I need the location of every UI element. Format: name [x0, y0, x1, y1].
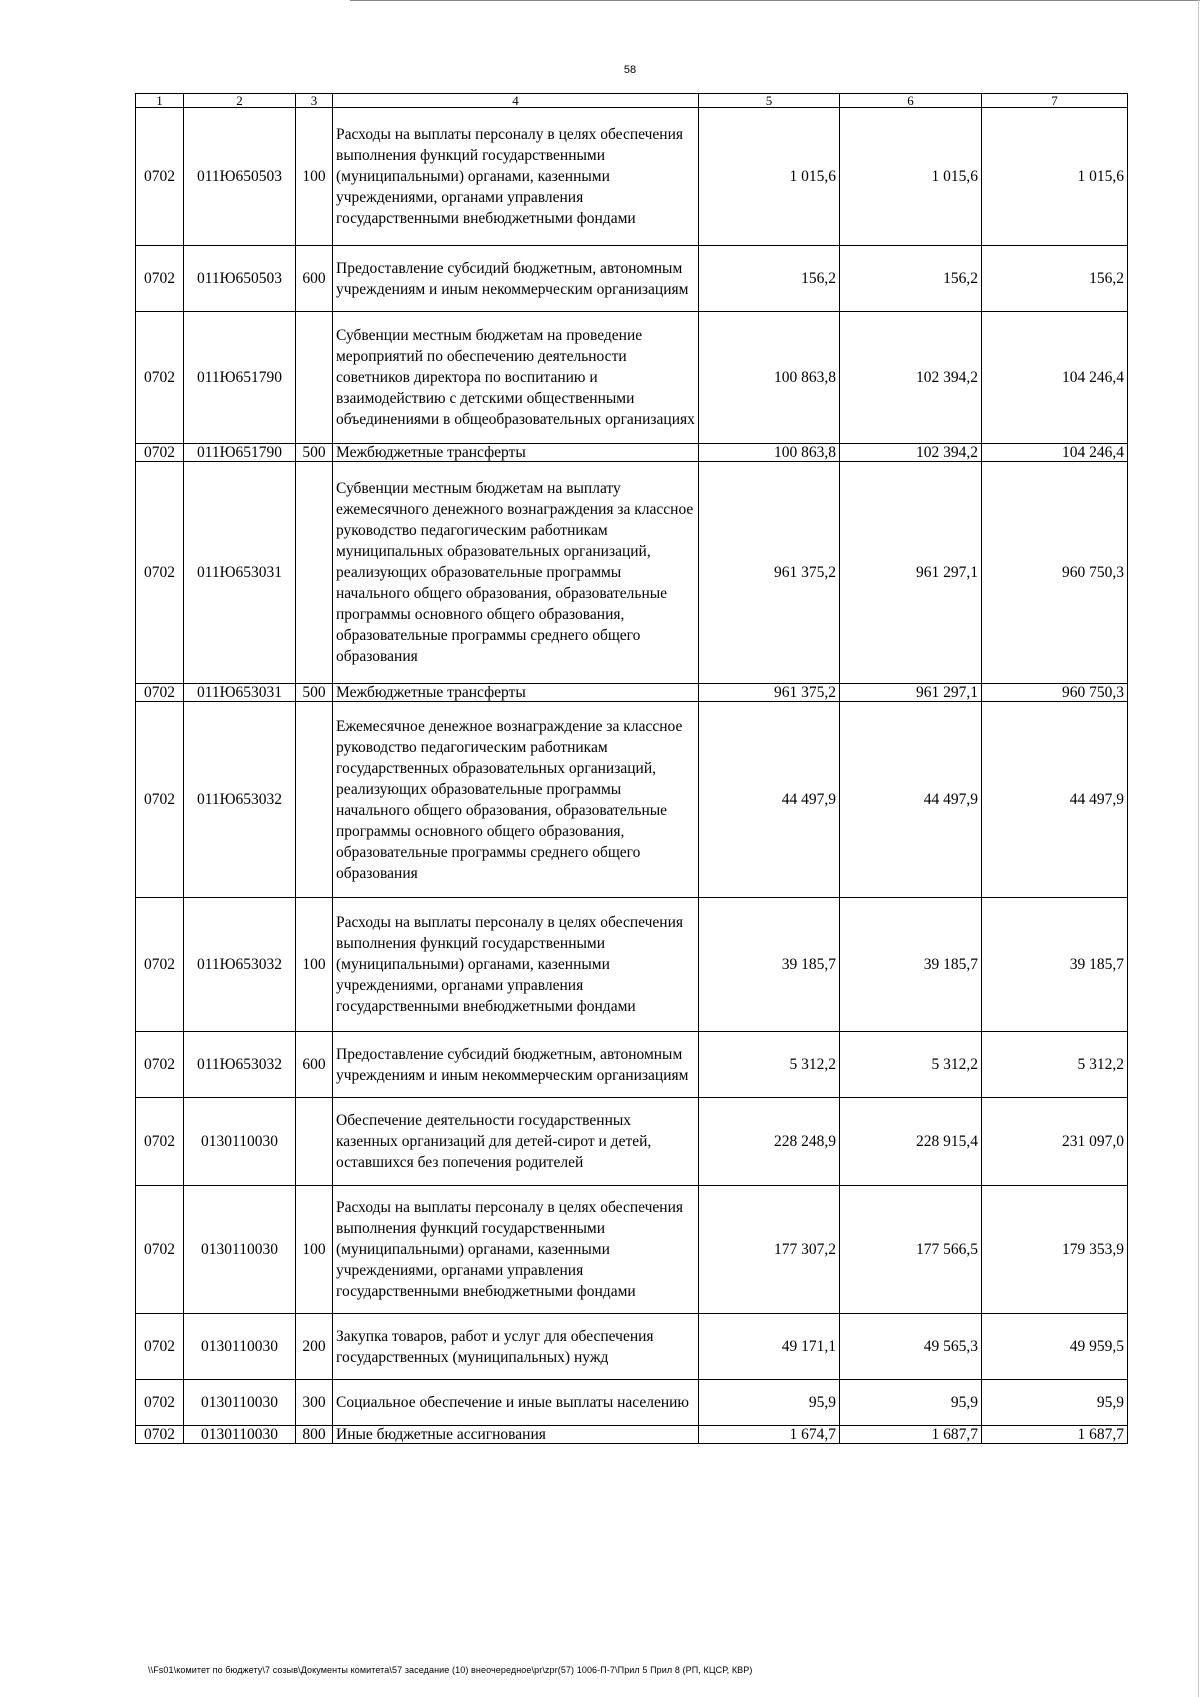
cell-csr: 0130110030 [184, 1098, 296, 1186]
cell-csr: 0130110030 [184, 1186, 296, 1314]
cell-value-7: 231 097,0 [982, 1098, 1128, 1186]
cell-section: 0702 [136, 1314, 184, 1380]
cell-csr: 011Ю650503 [184, 246, 296, 312]
cell-kvr: 500 [296, 444, 333, 462]
cell-value-7: 95,9 [982, 1380, 1128, 1426]
header-row [136, 94, 1128, 108]
col-header-year3: 7 [982, 94, 1128, 108]
cell-value-6: 156,2 [840, 246, 982, 312]
cell-kvr: 300 [296, 1380, 333, 1426]
cell-value-7: 44 497,9 [982, 702, 1128, 898]
cell-csr: 011Ю650503 [184, 108, 296, 246]
cell-kvr: 100 [296, 1186, 333, 1314]
col-header-name: 4 [333, 94, 699, 108]
cell-value-7: 104 246,4 [982, 312, 1128, 444]
table-row [136, 1098, 1128, 1186]
table-row [136, 1426, 1128, 1444]
cell-value-6: 5 312,2 [840, 1032, 982, 1098]
table-row [136, 462, 1128, 684]
table-row [136, 444, 1128, 462]
budget-table [135, 93, 1128, 1444]
cell-value-5: 100 863,8 [699, 312, 840, 444]
col-header-kvr: 3 [296, 94, 333, 108]
cell-name: Расходы на выплаты персоналу в целях обеспечения выполнения функций государственными (муниципальными) органами, казенными учреждениями, органами управления государственными внебюджетными фондами [333, 1186, 699, 1314]
table-row [136, 1032, 1128, 1098]
cell-kvr [296, 462, 333, 684]
cell-value-5: 100 863,8 [699, 444, 840, 462]
cell-section: 0702 [136, 1380, 184, 1426]
cell-csr: 011Ю653032 [184, 702, 296, 898]
col-header-year2: 6 [840, 94, 982, 108]
cell-value-7: 1 687,7 [982, 1426, 1128, 1444]
cell-value-5: 95,9 [699, 1380, 840, 1426]
cell-value-5: 49 171,1 [699, 1314, 840, 1380]
cell-value-6: 961 297,1 [840, 462, 982, 684]
cell-name: Расходы на выплаты персоналу в целях обеспечения выполнения функций государственными (муниципальными) органами, казенными учреждениями, органами управления государственными внебюджетными фондами [333, 898, 699, 1032]
cell-value-6: 102 394,2 [840, 444, 982, 462]
cell-value-6: 1 687,7 [840, 1426, 982, 1444]
cell-section: 0702 [136, 108, 184, 246]
cell-value-6: 95,9 [840, 1380, 982, 1426]
cell-kvr: 200 [296, 1314, 333, 1380]
cell-value-6: 102 394,2 [840, 312, 982, 444]
cell-kvr: 600 [296, 246, 333, 312]
cell-value-7: 49 959,5 [982, 1314, 1128, 1380]
table-row [136, 702, 1128, 898]
cell-section: 0702 [136, 1186, 184, 1314]
cell-kvr: 100 [296, 898, 333, 1032]
cell-value-6: 177 566,5 [840, 1186, 982, 1314]
cell-name: Закупка товаров, работ и услуг для обеспечения государственных (муниципальных) нужд [333, 1314, 699, 1380]
cell-value-5: 177 307,2 [699, 1186, 840, 1314]
cell-value-5: 228 248,9 [699, 1098, 840, 1186]
table-row [136, 108, 1128, 246]
cell-value-5: 961 375,2 [699, 684, 840, 702]
table-row [136, 246, 1128, 312]
page-number: 58 [623, 64, 637, 76]
cell-value-6: 961 297,1 [840, 684, 982, 702]
cell-section: 0702 [136, 702, 184, 898]
cell-csr: 011Ю653031 [184, 462, 296, 684]
cell-section: 0702 [136, 246, 184, 312]
cell-value-7: 179 353,9 [982, 1186, 1128, 1314]
table-row [136, 684, 1128, 702]
cell-section: 0702 [136, 1098, 184, 1186]
col-header-year1: 5 [699, 94, 840, 108]
cell-name: Субвенции местным бюджетам на проведение мероприятий по обеспечению деятельности советников директора по воспитанию и взаимодействию с детскими общественными объединениями в общеобразовательных организациях [333, 312, 699, 444]
cell-value-5: 5 312,2 [699, 1032, 840, 1098]
cell-kvr [296, 702, 333, 898]
cell-csr: 011Ю651790 [184, 312, 296, 444]
cell-section: 0702 [136, 1032, 184, 1098]
cell-csr: 011Ю651790 [184, 444, 296, 462]
cell-name: Обеспечение деятельности государственных казенных организаций для детей-сирот и детей, оставшихся без попечения родителей [333, 1098, 699, 1186]
cell-section: 0702 [136, 444, 184, 462]
cell-csr: 011Ю653032 [184, 898, 296, 1032]
cell-value-5: 1 015,6 [699, 108, 840, 246]
cell-name: Социальное обеспечение и иные выплаты населению [333, 1380, 699, 1426]
col-header-csr: 2 [184, 94, 296, 108]
cell-name: Субвенции местным бюджетам на выплату ежемесячного денежного вознаграждения за классное руководство педагогическим работникам муниципальных образовательных организаций, реализующих образовательные программы начального общего образования, образовательные программы основного общего образования, образовательные программы среднего общего образования [333, 462, 699, 684]
cell-value-5: 44 497,9 [699, 702, 840, 898]
table-row [136, 1314, 1128, 1380]
cell-value-6: 49 565,3 [840, 1314, 982, 1380]
cell-kvr [296, 1098, 333, 1186]
cell-csr: 0130110030 [184, 1314, 296, 1380]
cell-value-6: 44 497,9 [840, 702, 982, 898]
cell-kvr [296, 312, 333, 444]
cell-value-6: 1 015,6 [840, 108, 982, 246]
table-row [136, 898, 1128, 1032]
cell-value-5: 961 375,2 [699, 462, 840, 684]
table-row [136, 1186, 1128, 1314]
footer-file-path: \\Fs01\комитет по бюджету\7 созыв\Документы комитета\57 заседание (10) внеочередное\pr\zpr(57) 1006-П-7\Прил 5 Прил 8 (РП, КЦСР, КВР) [148, 1665, 753, 1675]
cell-value-5: 156,2 [699, 246, 840, 312]
cell-value-6: 39 185,7 [840, 898, 982, 1032]
cell-section: 0702 [136, 898, 184, 1032]
table-row [136, 1380, 1128, 1426]
cell-value-7: 960 750,3 [982, 462, 1128, 684]
table-row [136, 312, 1128, 444]
cell-value-6: 228 915,4 [840, 1098, 982, 1186]
top-border-line [350, 0, 1200, 1]
scan-edge-line [1198, 0, 1199, 1697]
cell-value-5: 39 185,7 [699, 898, 840, 1032]
cell-value-7: 104 246,4 [982, 444, 1128, 462]
cell-name: Межбюджетные трансферты [333, 684, 699, 702]
cell-section: 0702 [136, 1426, 184, 1444]
cell-kvr: 800 [296, 1426, 333, 1444]
cell-csr: 011Ю653032 [184, 1032, 296, 1098]
cell-name: Расходы на выплаты персоналу в целях обеспечения выполнения функций государственными (муниципальными) органами, казенными учреждениями, органами управления государственными внебюджетными фондами [333, 108, 699, 246]
cell-value-7: 156,2 [982, 246, 1128, 312]
cell-name: Ежемесячное денежное вознаграждение за классное руководство педагогическим работникам государственных образовательных организаций, реализующих образовательные программы начального общего образования, образовательные программы основного общего образования, образовательные программы среднего общего образования [333, 702, 699, 898]
cell-value-5: 1 674,7 [699, 1426, 840, 1444]
cell-value-7: 1 015,6 [982, 108, 1128, 246]
cell-kvr: 100 [296, 108, 333, 246]
cell-value-7: 5 312,2 [982, 1032, 1128, 1098]
col-header-section: 1 [136, 94, 184, 108]
cell-value-7: 39 185,7 [982, 898, 1128, 1032]
cell-name: Предоставление субсидий бюджетным, автономным учреждениям и иным некоммерческим организациям [333, 1032, 699, 1098]
cell-name: Предоставление субсидий бюджетным, автономным учреждениям и иным некоммерческим организациям [333, 246, 699, 312]
cell-name: Иные бюджетные ассигнования [333, 1426, 699, 1444]
cell-name: Межбюджетные трансферты [333, 444, 699, 462]
cell-kvr: 500 [296, 684, 333, 702]
cell-kvr: 600 [296, 1032, 333, 1098]
cell-value-7: 960 750,3 [982, 684, 1128, 702]
cell-section: 0702 [136, 312, 184, 444]
cell-csr: 0130110030 [184, 1426, 296, 1444]
cell-section: 0702 [136, 462, 184, 684]
cell-section: 0702 [136, 684, 184, 702]
cell-csr: 0130110030 [184, 1380, 296, 1426]
cell-csr: 011Ю653031 [184, 684, 296, 702]
